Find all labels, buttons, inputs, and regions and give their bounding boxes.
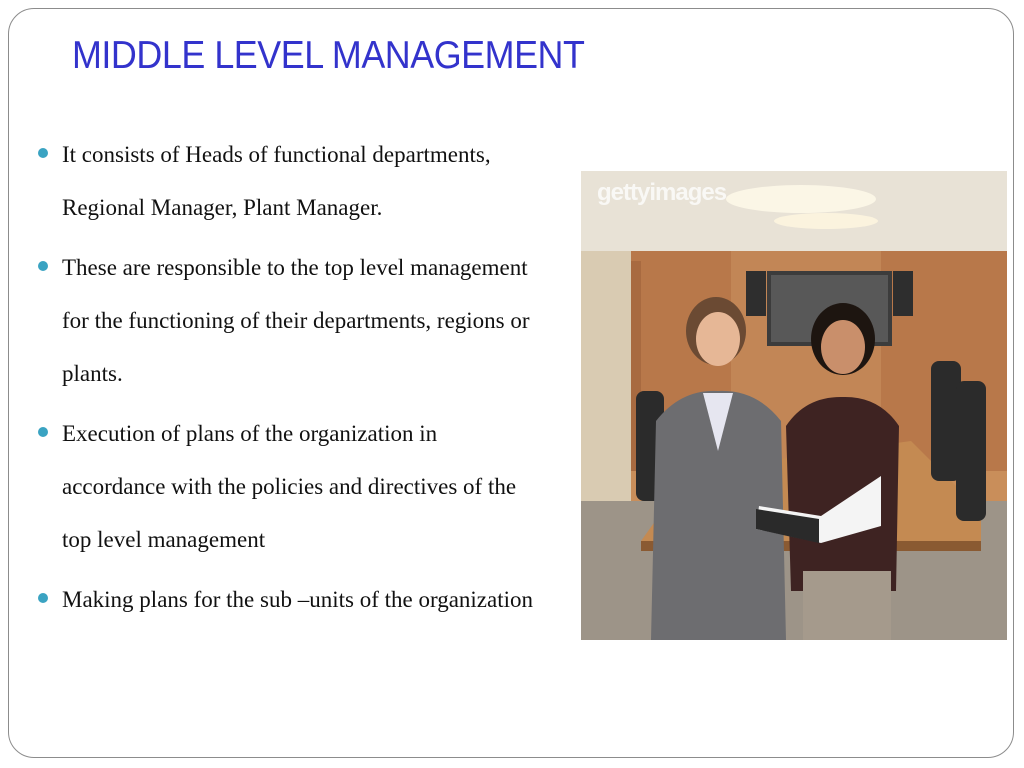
bullet-item (38, 241, 538, 400)
bullet-item (38, 407, 538, 566)
photo-illustration (581, 171, 1007, 640)
bullet-dot-icon (38, 261, 48, 271)
bullet-text: These are responsible to the top level management for the functioning of their departments, regions or plants. (62, 255, 530, 386)
boardroom-photo (581, 171, 1007, 640)
slide-title: MIDDLE LEVEL MANAGEMENT (72, 34, 585, 77)
bullet-dot-icon (38, 593, 48, 603)
bullet-text: Execution of plans of the organization in accordance with the policies and directives of the top level management (62, 421, 517, 552)
bullet-item (38, 573, 538, 626)
bullet-item (38, 128, 538, 234)
bullet-text: Making plans for the sub –units of the organization (62, 587, 533, 612)
bullet-list (38, 128, 538, 633)
bullet-text: It consists of Heads of functional departments, Regional Manager, Plant Manager. (62, 142, 491, 220)
bullet-dot-icon (38, 427, 48, 437)
watermark-text: gettyimages (597, 179, 727, 206)
bullet-dot-icon (38, 148, 48, 158)
